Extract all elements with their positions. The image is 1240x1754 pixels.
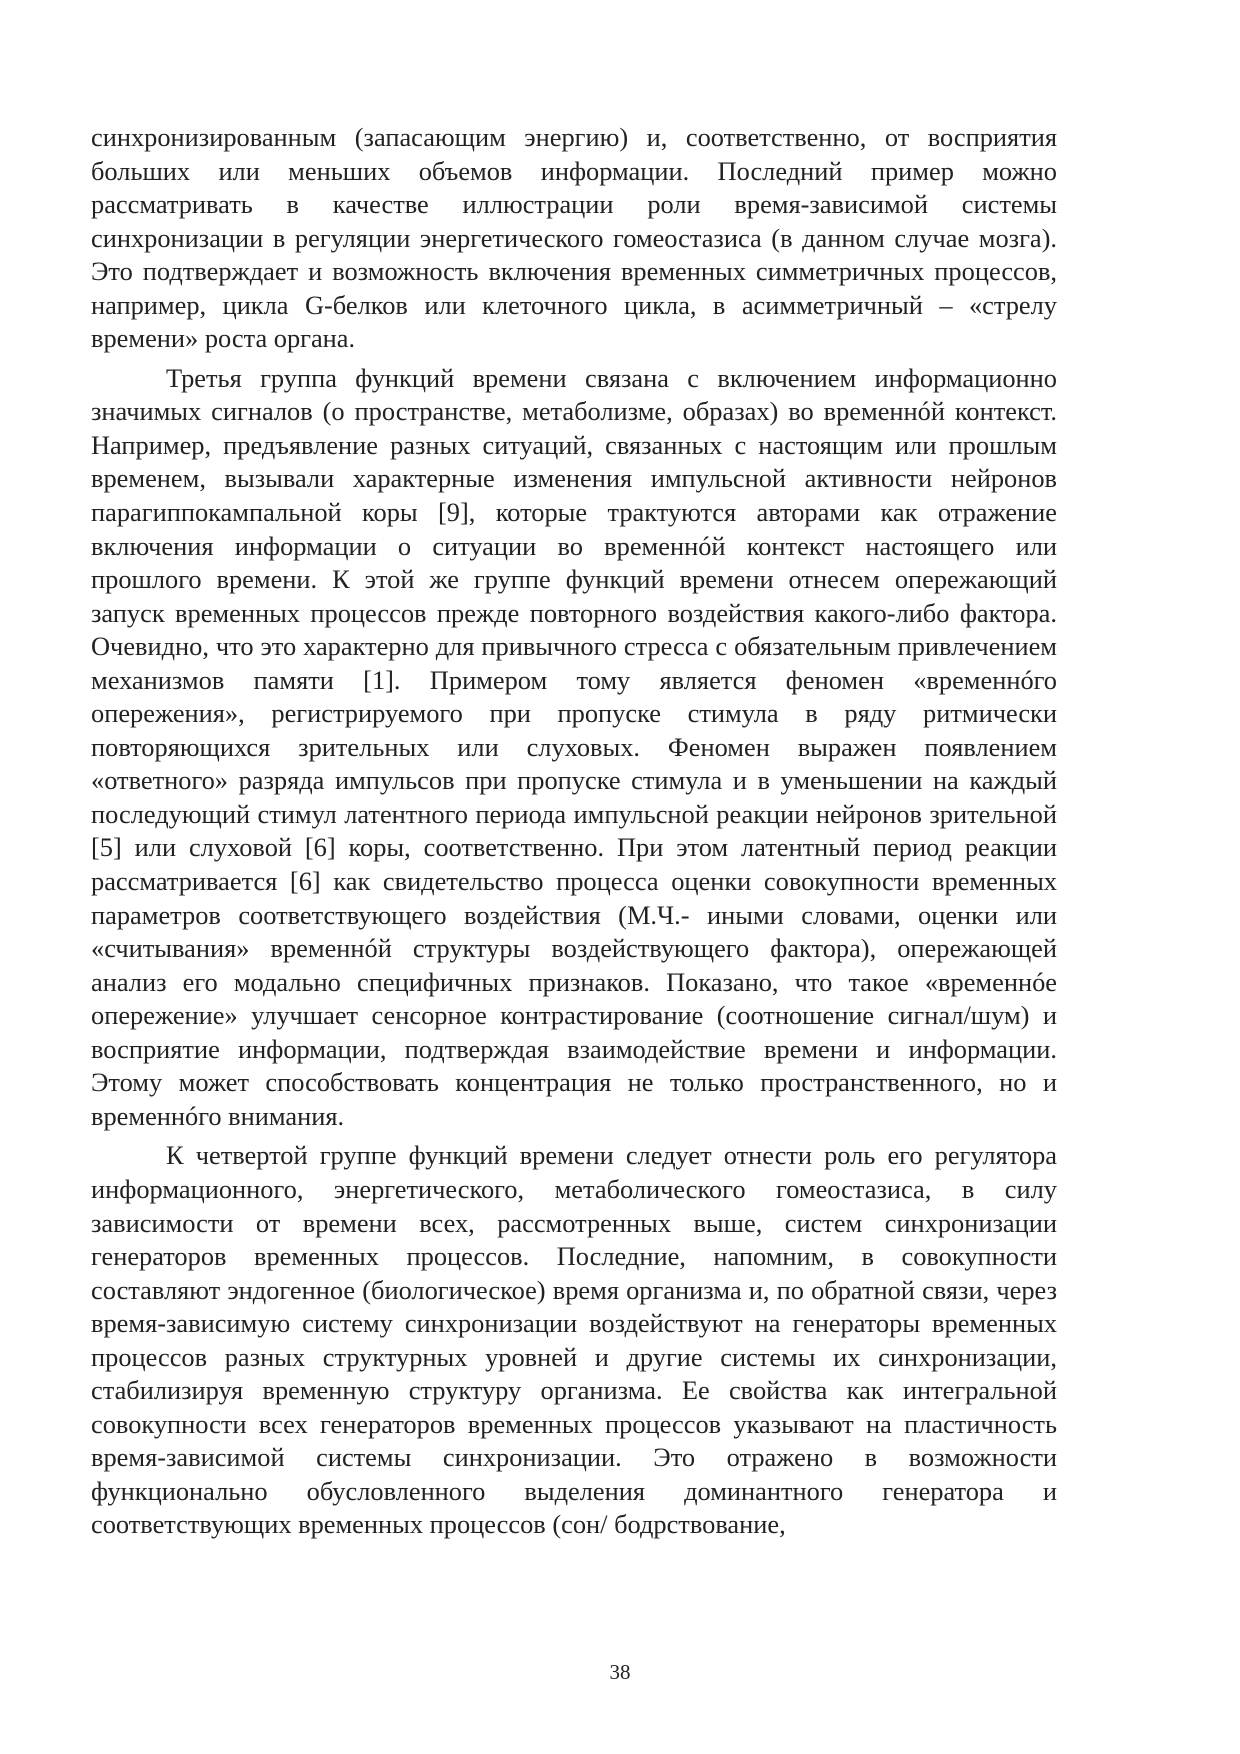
paragraph-fourth-group: К четвертой группе функций времени следует отнести роль его регулятора информационного, энергетического, метаболического гомеостазиса, в силу зависимости от времени всех, рассмотренных выше, систем синхронизации генераторов временных процессов. Последние, напомним, в совокупности составляют эндогенное (биологическое) время организма и, по обратной связи, через время-зависимую систему синхронизации воздействуют на генераторы временных процессов разных структурных уровней и другие системы их синхронизации, стабилизируя временную структуру организма. Ее свойства как интегральной совокупности всех генераторов временных процессов указывают на пластичность время-зависимой системы синхронизации. Это отражено в возможности функционально обусловленного выделения доминантного генератора и соответствующих временных процессов (сон/ бодрствование, — [91, 1140, 1057, 1540]
paragraph-third-group: Третья группа функций времени связана с включением информационно значимых сигналов (о пространстве, метаболизме, образах) во временнóй контекст. Например, предъявление разных ситуаций, связанных с настоящим или прошлым временем, вызывали характерные изменения импульсной активности нейронов парагиппокампальной коры [9], которые трактуются авторами как отражение включения информации о ситуации во временнóй контекст настоящего или прошлого времени. К этой же группе функций времени отнесем опережающий запуск временных процессов прежде повторного воздействия какого-либо фактора. Очевидно, что это характерно для привычного стресса с обязательным привлечением механизмов памяти [1]. Примером тому является феномен «временнóго опережения», регистрируемого при пропуске стимула в ряду ритмически повторяющихся зрительных или слуховых. Феномен выражен появлением «ответного» разряда импульсов при пропуске стимула и в уменьшении на каждый последующий стимул латентного периода импульсной реакции нейронов зрительной [5] или слуховой [6] коры, соответственно. При этом латентный период реакции рассматривается [6] как свидетельство процесса оценки совокупности временных параметров соответствующего воздействия (М.Ч.- иными словами, оценки или «считывания» временнóй структуры воздействующего фактора), опережающей анализ его модально специфичных признаков. Показано, что такое «временнóе опережение» улучшает сенсорное контрастирование (соотношение сигнал/шум) и восприятие информации, подтверждая взаимодействие времени и информации. Этому может способствовать концентрация не только пространственного, но и временнóго внимания. — [91, 362, 1057, 1131]
page-number: 38 — [609, 1660, 631, 1684]
page-body — [91, 121, 1057, 1542]
paragraph-continuation: синхронизированным (запасающим энергию) и, соответственно, от восприятия больших или меньших объемов информации. Последний пример можно рассматривать в качестве иллюстрации роли время-зависимой системы синхронизации в регуляции энергетического гомеостазиса (в данном случае мозга). Это подтверждает и возможность включения временных симметричных процессов, например, цикла G-белков или клеточного цикла, в асимметричный – «стрелу времени» роста органа. — [91, 122, 1057, 354]
